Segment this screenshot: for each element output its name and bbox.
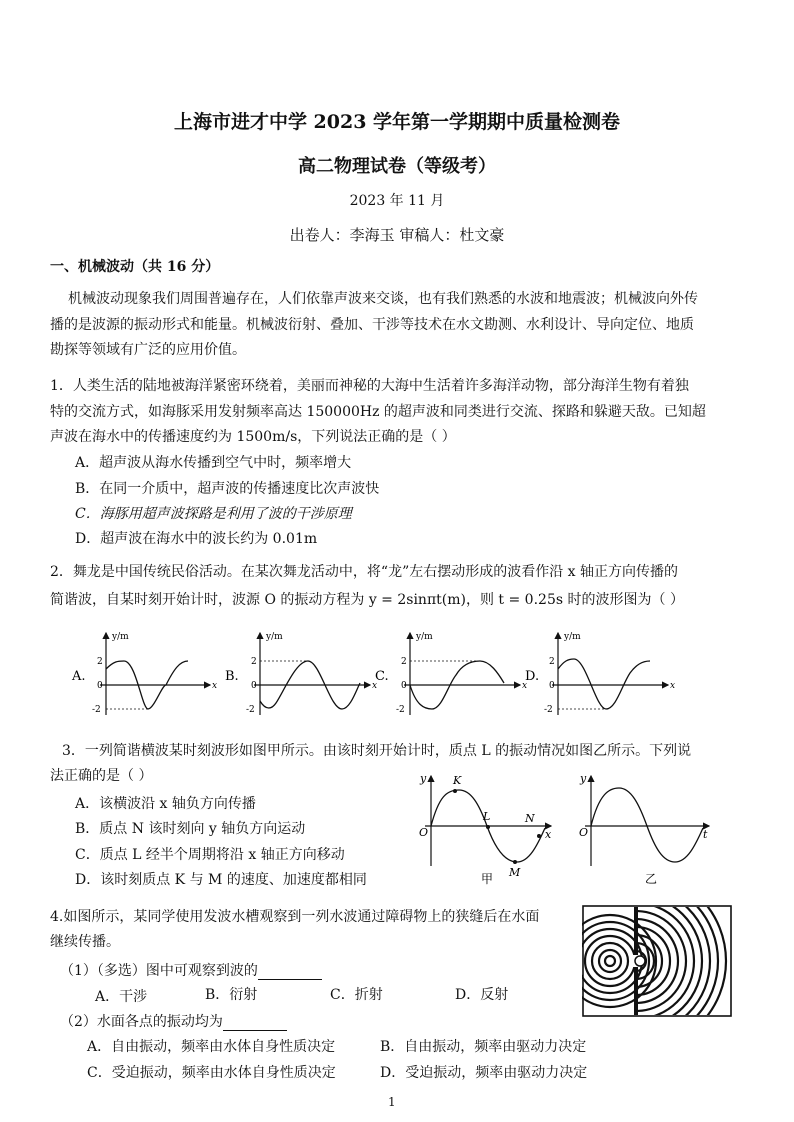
option-a: A．该横波沿 x 轴负方向传播 <box>75 796 256 812</box>
x-axis-label: x <box>212 681 218 691</box>
option-b: B．在同一介质中，超声波的传播速度比次声波快 <box>75 481 380 497</box>
axis-label: y <box>580 772 587 785</box>
point-label: M <box>509 866 521 879</box>
q2-graph-row <box>70 625 750 725</box>
tick-label: -2 <box>246 705 255 715</box>
x-axis-label: x <box>522 681 528 691</box>
intro-line: 勘探等领域有广泛的应用价值。 <box>50 342 246 358</box>
x-axis-label: x <box>372 681 378 691</box>
x-axis-label: x <box>670 681 676 691</box>
exam-title: 上海市进才中学 2023 学年第一学期期中质量检测卷 <box>173 111 621 133</box>
graph-label: B. <box>225 669 239 684</box>
option-c: C．质点 L 经半个周期将沿 x 轴正方向移动 <box>75 847 345 863</box>
graph-label: C. <box>375 669 389 684</box>
option-b: B．自由振动，频率由驱动力决定 <box>380 1039 587 1055</box>
exam-date: 2023 年 11 月 <box>349 193 445 209</box>
origin-label: O <box>419 826 429 839</box>
question-stem: 2．舞龙是中国传统民俗活动。在某次舞龙活动中，将“龙”左右摆动形成的波看作沿 x 轴正方向传播的 <box>50 564 679 580</box>
tick-label: -2 <box>544 705 553 715</box>
answer-blank[interactable] <box>223 1016 287 1031</box>
tick-label: 2 <box>97 657 103 667</box>
tick-label: 0 <box>251 681 257 691</box>
tick-label: 2 <box>251 657 257 667</box>
graph-c <box>375 632 527 715</box>
page-number: 1 <box>388 1095 396 1109</box>
option-a: A．干涉 <box>95 989 148 1005</box>
section-heading: 一、机械波动（共 16 分） <box>50 259 220 275</box>
question-stem: 3．一列简谐横波某时刻波形如图甲所示。由该时刻开始计时，质点 L 的振动情况如图乙所示。下列说 <box>62 743 692 759</box>
sub-question-text: （1）（多选）图中可观察到波的 <box>60 963 258 979</box>
axis-label: x <box>545 828 552 841</box>
question-stem: 1．人类生活的陆地被海洋紧密环绕着，美丽而神秘的大海中生活着许多海洋动物，部分海洋生物有着独 <box>50 378 689 394</box>
figure-yi <box>579 772 709 886</box>
axis-label: y <box>420 772 427 785</box>
axis-label: t <box>703 828 708 841</box>
question-stem: 法正确的是（ ） <box>50 768 153 784</box>
question-stem: 简谐波，自某时刻开始计时，波源 O 的振动方程为 y = 2sinπt(m)，则 t = 0.25s 时的波形图为（ ） <box>50 592 684 608</box>
tick-label: 0 <box>549 681 555 691</box>
figure-jia <box>419 772 552 886</box>
graph-d <box>525 632 675 715</box>
exam-authors: 出卷人：李海玉 审稿人：杜文豪 <box>289 226 505 244</box>
point-label: K <box>453 774 462 787</box>
point-label: L <box>483 810 491 823</box>
tick-label: 2 <box>401 657 407 667</box>
question-stem: 特的交流方式，如海豚采用发射频率高达 150000Hz 的超声波和同类进行交流、探路和躲避天敌。已知超 <box>50 404 706 420</box>
tick-label: 2 <box>549 657 555 667</box>
question-stem: 4.如图所示，某同学使用发波水槽观察到一列水波通过障碍物上的狭缝后在水面 <box>50 909 540 925</box>
graph-label: A. <box>72 669 86 684</box>
exam-subtitle: 高二物理试卷（等级考） <box>298 156 496 177</box>
ripple-tank-figure <box>582 905 732 1017</box>
tick-label: -2 <box>92 705 101 715</box>
graph-a <box>71 632 217 715</box>
y-axis-label: y/m <box>112 632 129 642</box>
option-b: B．衍射 <box>205 987 258 1003</box>
option-a: A．超声波从海水传播到空气中时，频率增大 <box>75 455 352 471</box>
option-c: C．折射 <box>330 987 383 1003</box>
option-c: C．海豚用超声波探路是利用了波的干涉原理 <box>75 506 352 522</box>
intro-line: 机械波动现象我们周围普遍存在，人们依靠声波来交谈，也有我们熟悉的水波和地震波；机械波向外传 <box>68 291 698 307</box>
tick-label: 0 <box>97 681 103 691</box>
graph-label: D. <box>525 669 540 684</box>
origin-label: O <box>579 826 589 839</box>
option-d: D．该时刻质点 K 与 M 的速度、加速度都相同 <box>75 872 367 888</box>
question-stem: 声波在海水中的传播速度约为 1500m/s，下列说法正确的是（ ） <box>50 429 456 445</box>
answer-blank[interactable] <box>258 965 322 980</box>
point-label: N <box>525 812 535 825</box>
intro-line: 播的是波源的振动形式和能量。机械波衍射、叠加、干涉等技术在水文勘测、水利设计、导向定位、地质 <box>50 317 694 333</box>
y-axis-label: y/m <box>266 632 283 642</box>
tick-label: -2 <box>396 705 405 715</box>
option-d: D．反射 <box>455 987 509 1003</box>
question-stem: 继续传播。 <box>50 934 120 950</box>
y-axis-label: y/m <box>564 632 581 642</box>
sub-question-text: （2）水面各点的振动均为 <box>60 1014 223 1030</box>
option-c: C．受迫振动，频率由水体自身性质决定 <box>87 1065 336 1081</box>
option-d: D．超声波在海水中的波长约为 0.01m <box>75 531 318 547</box>
tick-label: 0 <box>401 681 407 691</box>
figure-label: 甲 <box>481 872 494 886</box>
y-axis-label: y/m <box>416 632 433 642</box>
option-a: A．自由振动，频率由水体自身性质决定 <box>87 1039 336 1055</box>
sub-question <box>60 962 322 980</box>
option-b: B．质点 N 该时刻向 y 轴负方向运动 <box>75 821 306 837</box>
graph-b <box>225 632 377 715</box>
option-d: D．受迫振动，频率由驱动力决定 <box>380 1065 588 1081</box>
q3-figures <box>415 770 715 888</box>
figure-label: 乙 <box>645 872 658 886</box>
sub-question <box>60 1013 287 1031</box>
